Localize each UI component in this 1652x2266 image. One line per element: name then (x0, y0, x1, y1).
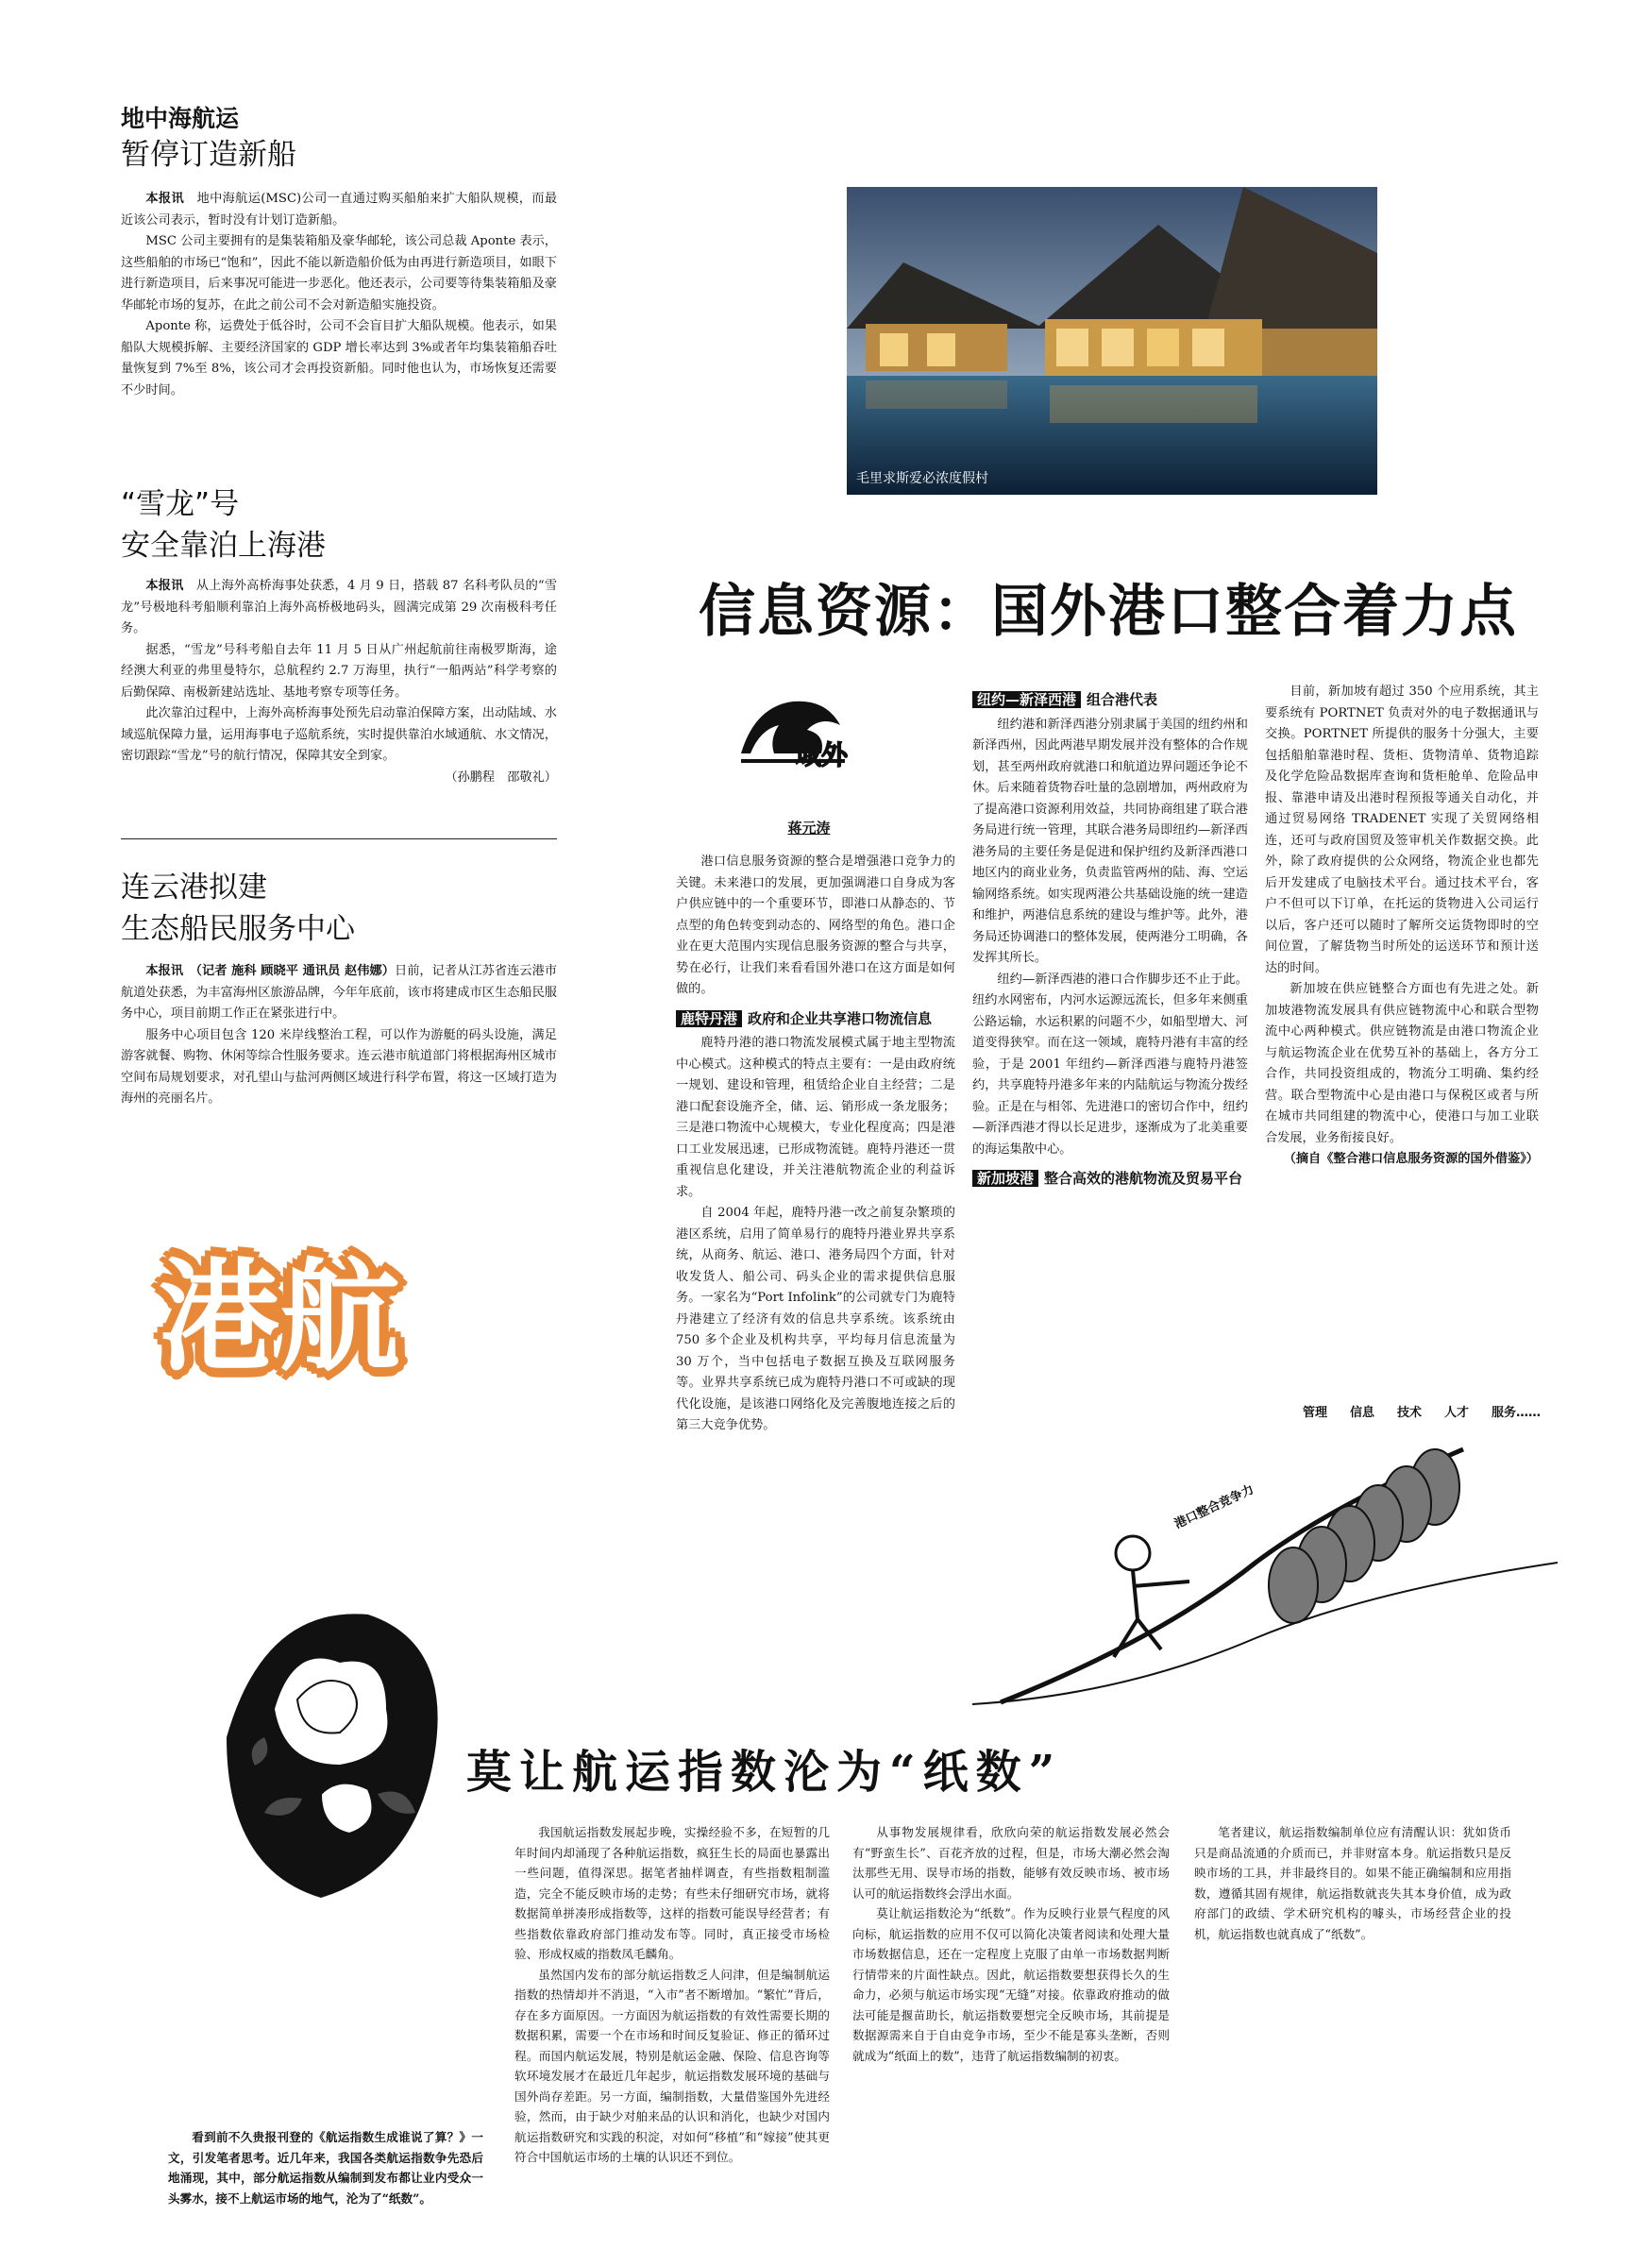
resort-photo (847, 187, 1377, 495)
msc-p1: 地中海航运(MSC)公司一直通过购买船舶来扩大船队规模，而最近该公司表示，暂时没有计划订造新船。 (121, 192, 558, 228)
xuelong-p1: 从上海外高桥海事处获悉，4 月 9 日，搭载 87 名科考队员的“雪龙”号极地科考船顺利靠泊上海外高桥极地码头，圆满完成第 29 次南极科考任务。 (121, 579, 558, 635)
msc-lede: 本报讯 (145, 192, 185, 206)
feature-col-3 (1265, 682, 1539, 1171)
section-newyork-p1: 纽约港和新泽西港分别隶属于美国的纽约州和新泽西州，因此两港早期发展并没有整体的合作规划，甚至两州政府就港口和航道边界问题还争论不休。后来随着货物吞吐量的急剧增加，两州政府为了提高港口资源利用效益，共同协商组建了联合港务局进行统一管理，其联合港务局即纽约—新泽西港务局的主要任务是促进和保护纽约及新泽西港口地区内的商业业务，负责监管两州的陆、海、空运输网络系统。如实现两港公共基础设施的统一建造和维护，两港信息系统的建设与维护等。此外，港务局还协调港口的整体发展，使两港分工明确，各发挥其所长。 (972, 717, 1248, 965)
feature-author: 蒋元涛 (787, 820, 831, 837)
lianyungang-body (121, 961, 557, 1110)
feature-source: （摘自《整合港口信息服务资源的国外借鉴》） (1283, 1152, 1539, 1166)
msc-body (121, 189, 557, 401)
section-rotterdam-title: 政府和企业共享港口物流信息 (748, 1009, 933, 1027)
section-rotterdam-p2: 自 2004 年起，鹿特丹港一改之前复杂繁琐的港区系统，启用了简单易行的鹿特丹港业界共享系统，从商务、航运、港口、港务局四个方面，针对收发货人、船公司、码头企业的需求提供信息服务。一家名为“Port Infolink”的公司就专门为鹿特丹港建立了经济有效的信息共享系统。该系统由 750 多个企业及机构共享，平均每月信息流量为 30 万个，当中包括电子数据互换及互联网服务等。业界共享系统已成为鹿特丹港口不可或缺的现代化设施，是该港口网络化及完善腹地连接之后的第三大竞争优势。 (676, 1206, 955, 1432)
section-newyork-title: 组合港代表 (1087, 691, 1158, 708)
section-singapore-heading (972, 1168, 1248, 1190)
xuelong-signature: （孙鹏程 邵敬礼） (445, 769, 557, 785)
lianyungang-headline-1: 连云港拟建 (121, 871, 267, 905)
xuelong-headline-1: “雪龙”号 (121, 487, 240, 521)
opinion-title: 莫让航运指数沦为“纸数” (466, 1746, 1063, 1799)
lianyungang-article (121, 867, 557, 1110)
feature-intro: 港口信息服务资源的整合是增强港口竞争力的关键。未来港口的发展，更加强调港口自身成为客户供应链中的一个重要环节，即港口从静态的、节点型的角色转变到动态的、网络型的角色。港口企业在更大范围内实现信息服务资源的整合与共享，势在必行，让我们来看看国外港口在这方面是如何做的。 (676, 854, 955, 996)
cartoon-label-4: 服务…… (1492, 1406, 1542, 1420)
section-singapore-p2: 新加坡在供应链整合方面也有先进之处。新加坡港物流发展具有供应链物流中心和联合型物流中心两种模式。供应链物流是由港口物流企业与航运物流企业在优势互补的基础上，各方分工合作，共同投资组成的，物流分工明确、集约经营。联合型物流中心是由港口与保税区或者与所在城市共同组建的物流中心，使港口与加工业联合发展，业务衔接良好。 (1265, 982, 1539, 1145)
opinion-p3: 从事物发展规律看，欣欣向荣的航运指数发展必然会有“野蛮生长”、百花齐放的过程，但是，市场大潮必然会淘汰那些无用、误导市场的指数，能够有效反映市场、被市场认可的航运指数终会浮出水面。 (852, 1825, 1170, 1901)
cartoon-label-3: 人才 (1444, 1406, 1470, 1420)
section-rotterdam-tag: 鹿特丹港 (676, 1010, 742, 1027)
feature-col-2 (972, 682, 1248, 1193)
section-rotterdam-heading (676, 1008, 955, 1030)
section-rotterdam-p1: 鹿特丹港的港口物流发展模式属于地主型物流中心模式。这种模式的特点主要有：一是由政府统一规划、建设和管理，租赁给企业自主经营；二是港口配套设施齐全，储、运、销形成一条龙服务；三是港口物流中心规模大，专业化程度高；四是港口工业发展迅速，已形成物流链。鹿特丹港还一贯重视信息化建设，并关注港航物流企业的利益诉求。 (676, 1036, 955, 1199)
cartoon-label-1: 信息 (1350, 1406, 1375, 1420)
section-newyork-tag: 纽约—新泽西港 (972, 691, 1081, 708)
msc-p3: Aponte 称，运费处于低谷时，公司不会盲目扩大船队规模。他表示，如果船队大规模拆解、主要经济国家的 GDP 增长率达到 3%或者年均集装箱船吞吐量恢复到 7%至 8%，该公司才会再投资新船。同时他也认为，市场恢复还需要不少时间。 (121, 319, 557, 397)
lianyungang-p2: 服务中心项目包含 120 米岸线整治工程，可以作为游艇的码头设施，满足游客就餐、购物、休闲等综合性服务要求。连云港市航道部门将根据海州区城市空间布局规划要求，对孔望山与盐河两侧区域进行科学布置，将这一区域打造为海州的亮丽名片。 (121, 1027, 557, 1106)
section-logo: 港航 (159, 1247, 401, 1388)
xuelong-article (121, 483, 557, 788)
xuelong-headline-2: 安全靠泊上海港 (121, 529, 326, 563)
feature-title: 信息资源：国外港口整合着力点 (699, 579, 1518, 645)
photo-caption: 毛里求斯爱必浓度假村 (856, 471, 988, 486)
peony-flower-icon (208, 1586, 463, 1917)
peony-illustration (208, 1586, 463, 1917)
opinion-col-3 (1194, 1822, 1511, 1944)
opinion-p4: 莫让航运指数沦为“纸数”。作为反映行业景气程度的风向标，航运指数的应用不仅可以简化决策者阅读和处理大量市场数据信息，还在一定程度上克服了由单一市场数据判断行情带来的片面性缺点。因此，航运指数要想获得长久的生命力，必须与航运市场实现“无缝”对接。依靠政府推动的做法可能是揠苗助长，航运指数要想完全反映市场，其前提是数据源需来自于自由竞争市场，至少不能是寡头垄断，否则就成为“纸面上的数”，违背了航运指数编制的初衷。 (852, 1906, 1170, 2063)
opinion-p5: 笔者建议，航运指数编制单位应有清醒认识：犹如货币只是商品流通的介质而已，并非财富本身。航运指数只是反映市场的工具，并非最终目的。如果不能正确编制和应用指数，遵循其固有规律，航运指数就丧失其本身价值，成为政府部门的政绩、学术研究机构的噱头，市场经营企业的投机，航运指数也就真成了“纸数”。 (1194, 1825, 1511, 1941)
section-singapore-p1: 目前，新加坡有超过 350 个应用系统，其主要系统有 PORTNET 负责对外的电子数据通讯与交换。PORTNET 所提供的服务十分强大，主要包括船舶靠港时程、货柜、货物清单、货物追踪及化学危险品数据库查询和货柜舱单、危险品申报、靠港申请及出港时程预报等通关自动化，并通过贸易网络 TRADENET 实现了关贸网络相连，还可与政府国贸及签审机关作数据交换。此外，除了政府提供的公众网络，物流企业也都先后开发建成了电脑技术平台。通过技术平台，客户不但可以下订单，在托运的货物进入公司运行以后，客户还可以随时了解所交运货物即时的空间位置，了解货物当时所处的运送环节和预计送达的时间。 (1265, 685, 1539, 975)
column-logo (736, 687, 850, 782)
msc-headline: 暂停订造新船 (121, 138, 296, 172)
msc-kicker: 地中海航运 (121, 105, 240, 132)
cartoon-label-2: 技术 (1397, 1406, 1423, 1420)
cartoon-label-0: 管理 (1303, 1406, 1328, 1420)
opinion-col-2 (852, 1822, 1170, 2066)
divider (121, 838, 557, 839)
tug-of-war-illustration (972, 1402, 1558, 1714)
lianyungang-reporters: （记者 施科 顾晓平 通讯员 赵伟娜） (195, 964, 395, 978)
lianyungang-lede: 本报讯 (145, 964, 184, 978)
opinion-lead-text: 看到前不久贵报刊登的《航运指数生成谁说了算？》一文，引发笔者思考。近几年来，我国各类航运指数争先恐后地涌现，其中，部分航运指数从编制到发布都让业内受众一头雾水，接不上航运市场的地气，沦为了“纸数”。 (168, 2130, 483, 2206)
section-newyork-p2: 纽约—新泽西港的港口合作脚步还不止于此。纽约水网密布，内河水运源远流长，但多年来侧重公路运输，水运积累的问题不少，如船型增大、河道变得狭窄。而在这一领域，鹿特丹港有丰富的经验，于是 2001 年纽约—新泽西港与鹿特丹港签约，共享鹿特丹港多年来的内陆航运与物流分拨经验。正是在与相邻、先进港口的密切合作中，纽约—新泽西港才得以长足进步，逐渐成为了北美重要的海运集散中心。 (972, 972, 1248, 1157)
column-logo-text: 域外 (795, 739, 849, 770)
tug-of-war-cartoon (972, 1402, 1558, 1714)
lianyungang-p1: 日前，记者从江苏省连云港市航道处获悉，为丰富海州区旅游品牌，今年年底前，该市将建成市区生态船民服务中心，项目前期工作正在紧张进行中。 (121, 964, 558, 1021)
opinion-p1: 我国航运指数发展起步晚，实操经验不多，在短暂的几年时间内却涌现了各种航运指数，疯狂生长的局面也暴露出一些问题，值得深思。据笔者抽样调查，有些指数粗制滥造，完全不能反映市场的走势；有些未仔细研究市场，就将数据简单拼凑形成指数等，这样的指数可能误导经营者；有些指数依靠政府部门推动发布等。同时，真正接受市场检验、形成权威的指数凤毛麟角。 (514, 1825, 830, 1961)
xuelong-lede: 本报讯 (145, 579, 184, 593)
section-newyork-heading (972, 689, 1248, 711)
msc-p2: MSC 公司主要拥有的是集装箱船及豪华邮轮，该公司总裁 Aponte 表示，这些船舶的市场已“饱和”，因此不能以新造船价低为由再进行新造项目，如眼下进行新造项目，后来事况可能进一步恶化。他还表示，公司要等待集装箱船及豪华邮轮市场的复苏，在此之前公司不会对新造船实施投资。 (121, 234, 557, 313)
opinion-col-1 (514, 1822, 830, 2168)
cartoon-rope-label: 港口整合竞争力 (1172, 1482, 1256, 1532)
lianyungang-headline-2: 生态船民服务中心 (121, 912, 355, 946)
section-singapore-title: 整合高效的港航物流及贸易平台 (1044, 1170, 1243, 1187)
section-singapore-tag: 新加坡港 (972, 1170, 1038, 1187)
xuelong-body (121, 576, 557, 788)
xuelong-p2: 据悉，“雪龙”号科考船自去年 11 月 5 日从广州起航前往南极罗斯海，途经澳大利亚的弗里曼特尔，总航程约 2.7 万海里，执行“一船两站”科学考察的后勤保障、南极新建站选址、基地考察专项等任务。 (121, 642, 557, 700)
opinion-lead (168, 2127, 483, 2208)
xuelong-p3: 此次靠泊过程中，上海外高桥海事处预先启动靠泊保障方案，出动陆域、水域巡航保障力量，运用海事电子巡航系统，实时提供靠泊水域通航、水文情况，密切跟踪“雪龙”号的航行情况，保障其安全到家。 (121, 706, 557, 763)
resort-photo-image (847, 187, 1377, 495)
msc-article (121, 104, 557, 401)
opinion-p2: 虽然国内发布的部分航运指数乏人问津，但是编制航运指数的热情却并不消退，“入市”者不断增加。“繁忙”背后，存在多方面原因。一方面因为航运指数的有效性需要长期的数据积累，需要一个在市场和时间反复验证、修正的循环过程。而国内航运发展，特别是航运金融、保险、信息咨询等软环境发展才在最近几年起步，航运指数发展环境的基础与国外尚存差距。另一方面，编制指数，大量借鉴国外先进经验，然而，由于缺少对舶来品的认识和消化，也缺少对国内航运指数研究和实践的积淀，对如何“移植”和“嫁接”使其更符合中国航运市场的土壤的认识还不到位。 (514, 1967, 830, 2164)
feature-col-1 (676, 852, 955, 1437)
